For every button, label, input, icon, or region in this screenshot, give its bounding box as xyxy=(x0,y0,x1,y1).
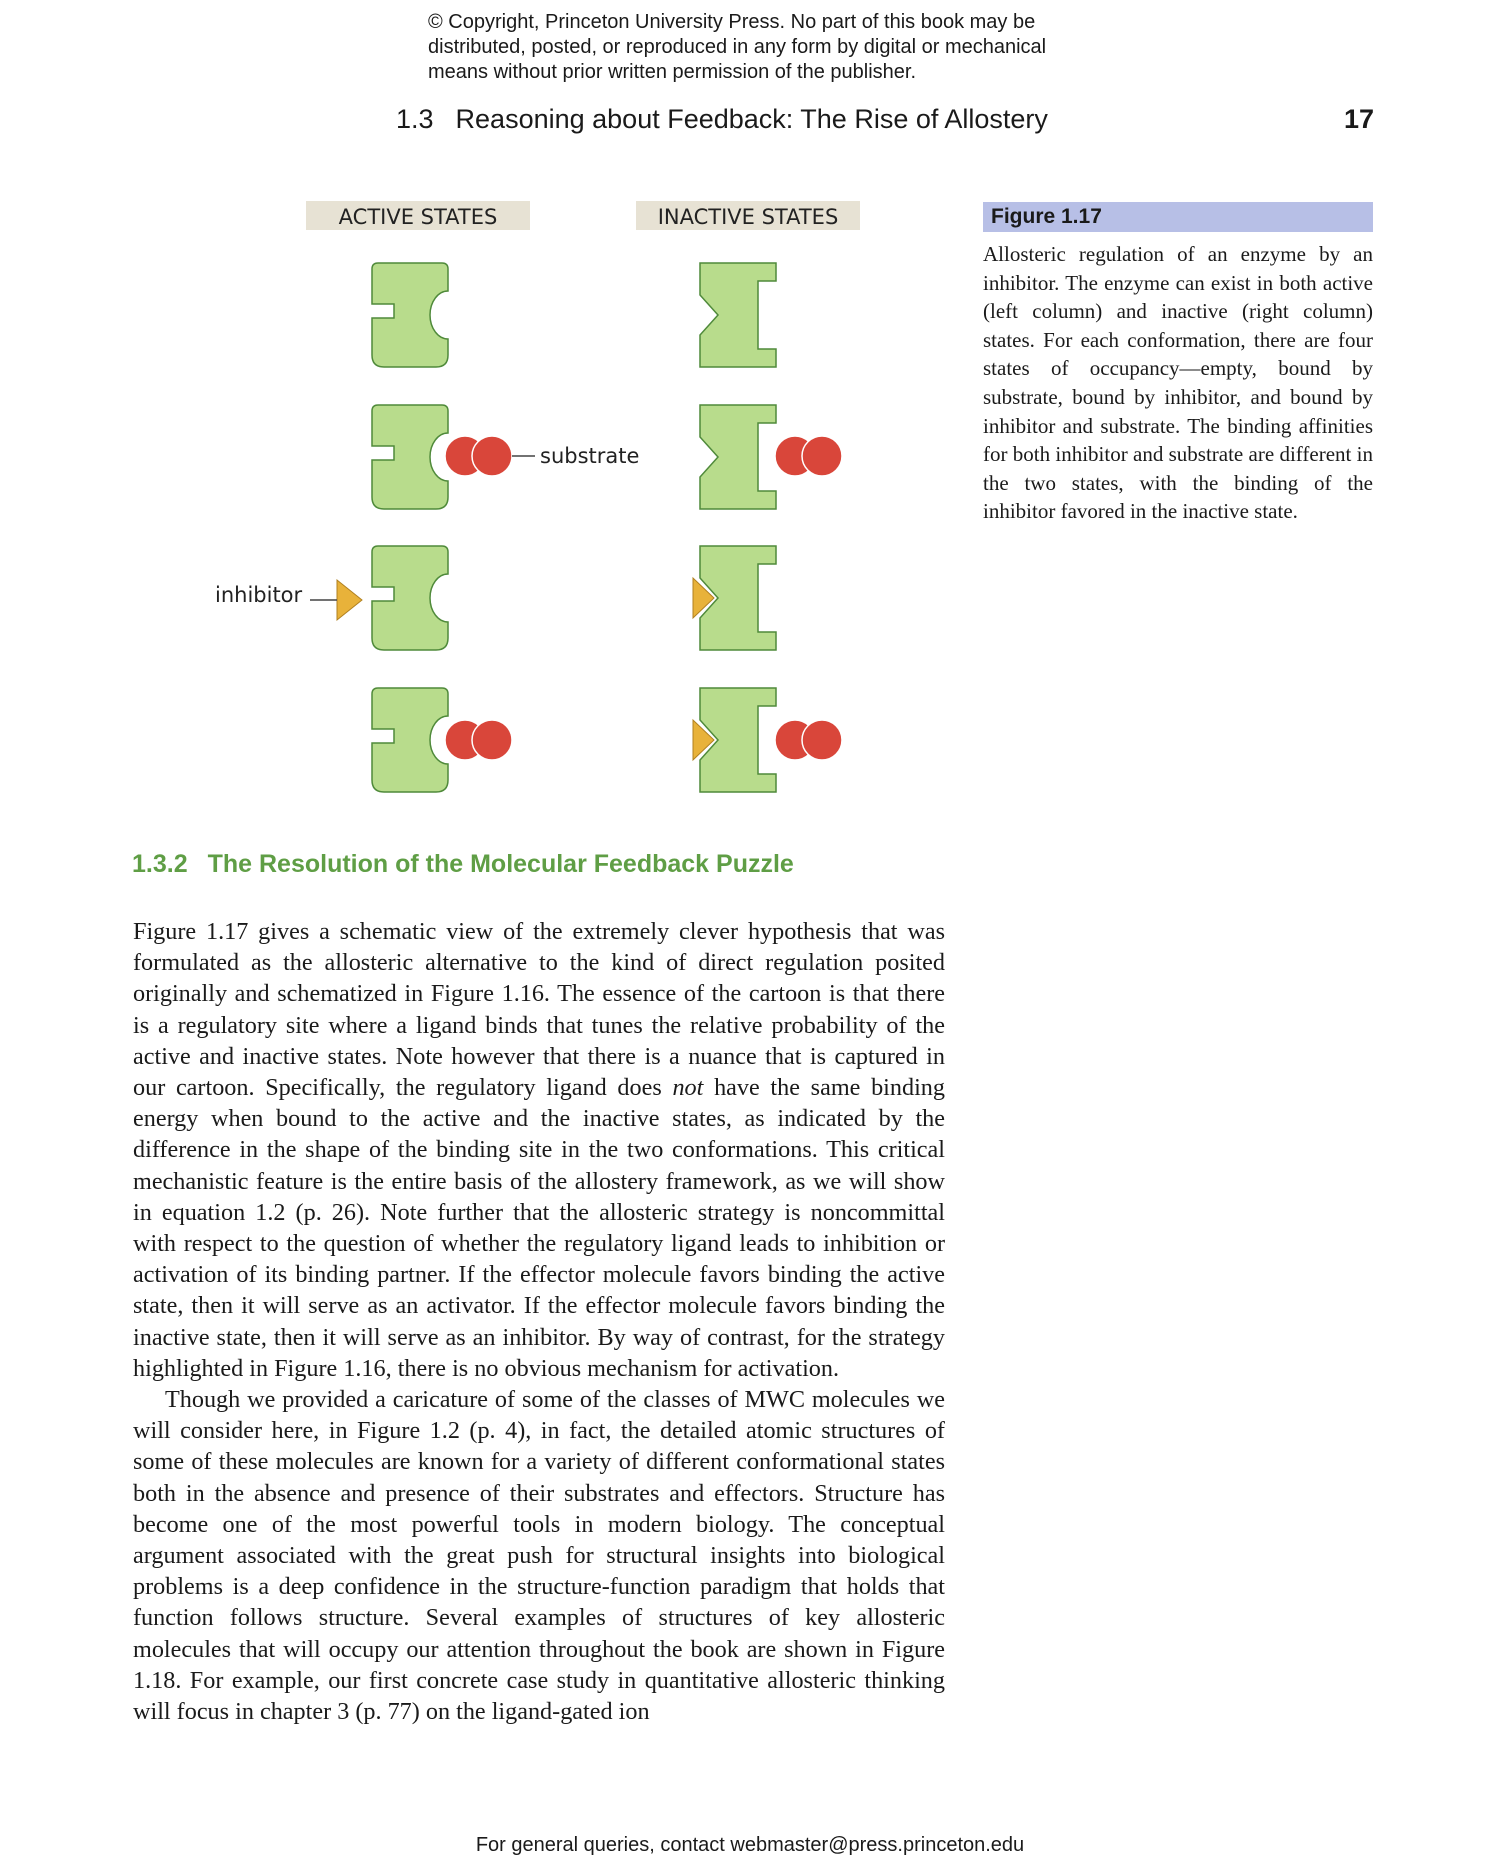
figure-caption-title: Figure 1.17 xyxy=(983,202,1373,232)
page-number: 17 xyxy=(1343,104,1374,134)
running-head-title: Reasoning about Feedback: The Rise of Allostery xyxy=(455,104,1048,134)
inhibitor-label: inhibitor xyxy=(215,583,303,607)
footer-contact: For general queries, contact webmaster@press.princeton.edu xyxy=(475,1834,1025,1856)
active-states-label: ACTIVE STATES xyxy=(338,205,498,229)
figure-caption xyxy=(983,202,1373,526)
allostery-figure xyxy=(200,195,880,805)
inactive-empty-enzyme xyxy=(700,263,776,367)
body-text-run: have the same binding energy when bound to the active and the inactive states, as indicated by the difference in the shape of the binding site in the two conformations. This critical mechanistic feature is the entire basis of the allostery framework, as we will show in equation 1.2 (p. 26). Note further that the allosteric strategy is noncommittal with respect to the question of whether the regulatory ligand leads to inhibition or activation of its binding partner. If the effector molecule favors binding the active state, then it will serve as an activator. If the effector molecule favors binding the inactive state, then it will serve as an inhibitor. By way of contrast, for the strategy highlighted in Figure 1.16, there is no obvious mechanism for activation. xyxy=(133,1074,945,1382)
copyright-notice xyxy=(428,10,1188,85)
inactive-substrate-enzyme xyxy=(700,405,776,509)
body-text-run: Figure 1.17 gives a schematic view of the extremely clever hypothesis that was formulated as the allosteric alternative to the kind of direct regulation posited originally and schematized in Figure 1.16. The essence of the cartoon is that there is a regulatory site where a ligand binds that tunes the relative probability of the active and inactive states. Note however that there is a nuance that is captured in our cartoon. Specifically, the regulatory ligand does xyxy=(133,918,945,1102)
section-heading xyxy=(132,850,794,879)
copyright-line: means without prior written permission of the publisher. xyxy=(428,61,917,83)
inactive-substrate-molecule xyxy=(775,436,842,476)
active-substrate-molecule xyxy=(445,436,512,476)
active-substrate-enzyme xyxy=(372,405,448,509)
inactive-bound-substrate-molecule xyxy=(775,720,842,760)
active-empty-enzyme xyxy=(372,263,448,367)
body-text xyxy=(133,916,945,1727)
body-paragraph: Though we provided a caricature of some of the classes of MWC molecules we will consider here, in Figure 1.2 (p. 4), in fact, the detailed atomic structures of some of these molecules are known for a variety of different conformational states both in the absence and presence of their substrates and effectors. Structure has become one of the most powerful tools in modern biology. The conceptual argument associated with the great push for structural insights into biological problems is a deep confidence in the structure-function paradigm that holds that function follows structure. Several examples of structures of key allosteric molecules that will occupy our attention throughout the book are shown in Figure 1.18. For example, our first concrete case study in quantitative allosteric thinking will focus in chapter 3 (p. 77) on the ligand-gated ion xyxy=(133,1386,945,1726)
body-paragraph xyxy=(133,916,945,1384)
figure-caption-text: Allosteric regulation of an enzyme by an inhibitor. The enzyme can exist in both active (left column) and inactive (right column) states. For each conformation, there are four states of occupancy—empty, bound by substrate, bound by inhibitor, and bound by inhibitor and substrate. The binding affinities for both inhibitor and substrate are different in the two states, with the binding of the inhibitor favored in the inactive state. xyxy=(983,242,1373,524)
section-title: The Resolution of the Molecular Feedback Puzzle xyxy=(207,850,794,878)
active-inhibitor-substrate-enzyme xyxy=(372,688,448,792)
running-head-section-number: 1.3 xyxy=(396,104,434,134)
active-inhibitor-molecule xyxy=(337,580,362,620)
active-bound-substrate-molecule xyxy=(445,720,512,760)
running-head xyxy=(396,104,1048,135)
active-inhibitor-enzyme xyxy=(372,546,448,650)
copyright-line: © Copyright, Princeton University Press. No part of this book may be xyxy=(428,11,1036,33)
body-text-emphasis: not xyxy=(672,1074,704,1102)
section-number: 1.3.2 xyxy=(132,850,188,878)
copyright-line: distributed, posted, or reproduced in any form by digital or mechanical xyxy=(428,36,1047,58)
inactive-states-label: INACTIVE STATES xyxy=(657,205,839,229)
substrate-label: substrate xyxy=(540,444,640,468)
